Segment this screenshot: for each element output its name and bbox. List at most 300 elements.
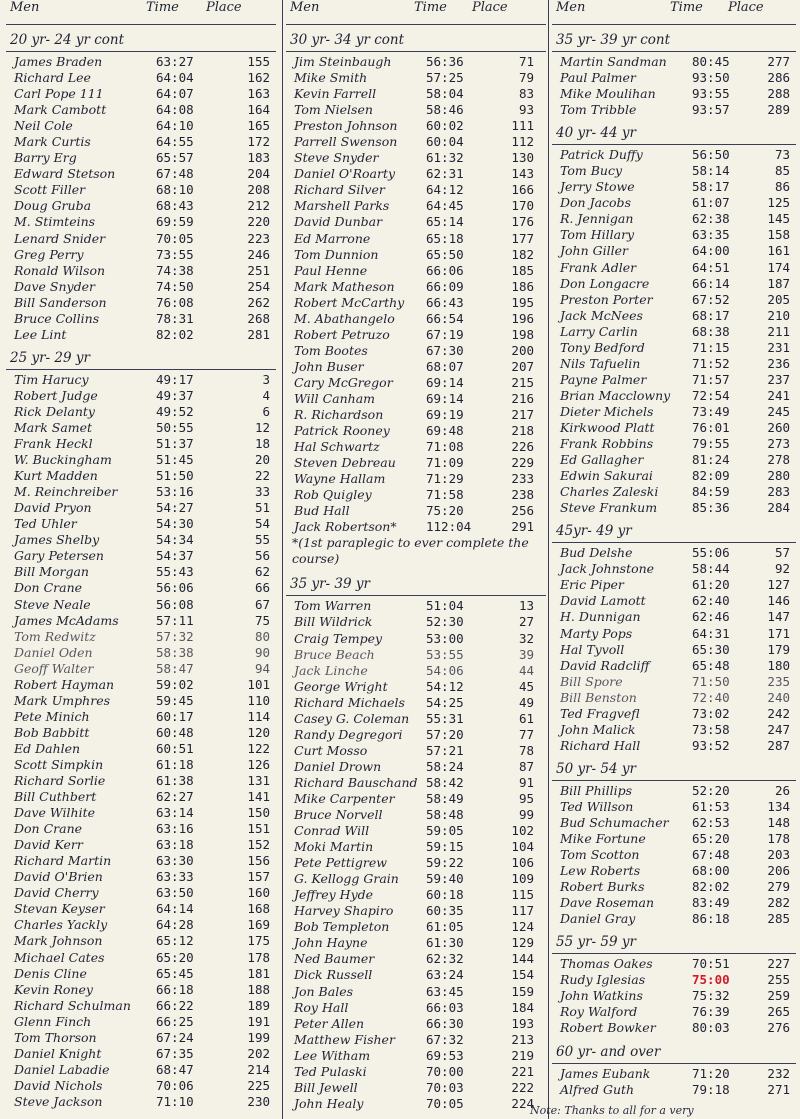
finish-time: 54:27 bbox=[156, 500, 194, 516]
finish-time: 68:17 bbox=[692, 307, 730, 323]
result-row bbox=[6, 247, 276, 263]
finish-place: 287 bbox=[767, 737, 790, 753]
result-row bbox=[286, 1016, 546, 1032]
finish-time: 71:08 bbox=[426, 439, 464, 455]
finish-place: 178 bbox=[247, 949, 270, 965]
finish-place: 161 bbox=[767, 243, 790, 259]
result-row bbox=[6, 54, 276, 70]
finish-place: 39 bbox=[518, 646, 534, 662]
result-row bbox=[6, 102, 276, 118]
finish-place: 20 bbox=[254, 452, 270, 468]
runner-name: Kurt Madden bbox=[14, 468, 98, 484]
finish-place: 160 bbox=[247, 885, 270, 901]
result-row bbox=[286, 727, 546, 743]
runner-name: John Buser bbox=[294, 358, 364, 374]
finish-place: 13 bbox=[518, 598, 534, 614]
runner-name: Robert Hayman bbox=[14, 676, 115, 692]
runner-name: Tom Warren bbox=[294, 598, 372, 614]
finish-place: 104 bbox=[511, 839, 534, 855]
result-row bbox=[6, 693, 276, 709]
finish-time: 73:55 bbox=[156, 246, 194, 262]
runner-name: Charles Zaleski bbox=[560, 484, 659, 500]
result-row bbox=[286, 855, 546, 871]
finish-time: 80:03 bbox=[692, 1020, 730, 1036]
finish-time: 67:52 bbox=[692, 291, 730, 307]
result-row bbox=[286, 887, 546, 903]
runner-name: Denis Cline bbox=[14, 965, 87, 981]
finish-time: 58:44 bbox=[692, 561, 730, 577]
age-group-heading: 45yr- 49 yr bbox=[552, 520, 796, 543]
result-row bbox=[552, 674, 796, 690]
finish-place: 80 bbox=[254, 628, 270, 644]
finish-place: 211 bbox=[767, 323, 790, 339]
finish-time: 76:39 bbox=[692, 1004, 730, 1020]
runner-name: Tom Tribble bbox=[560, 102, 637, 118]
result-row bbox=[286, 182, 546, 198]
finish-time: 75:32 bbox=[692, 988, 730, 1004]
result-row bbox=[552, 831, 796, 847]
result-row bbox=[286, 1096, 546, 1112]
finish-place: 240 bbox=[767, 689, 790, 705]
runner-name: Daniel Drown bbox=[294, 758, 382, 774]
result-row bbox=[286, 247, 546, 263]
finish-time: 63:18 bbox=[156, 837, 194, 853]
header-men: Men bbox=[556, 0, 586, 15]
finish-place: 77 bbox=[518, 726, 534, 742]
result-row bbox=[6, 404, 276, 420]
runner-name: Payne Palmer bbox=[560, 371, 647, 387]
finish-place: 33 bbox=[254, 484, 270, 500]
finish-time: 74:38 bbox=[156, 262, 194, 278]
finish-time: 64:10 bbox=[156, 118, 194, 134]
finish-place: 260 bbox=[767, 419, 790, 435]
finish-place: 199 bbox=[247, 1029, 270, 1045]
finish-place: 66 bbox=[254, 580, 270, 596]
finish-place: 117 bbox=[511, 903, 534, 919]
finish-time: 82:09 bbox=[692, 468, 730, 484]
runner-name: Charles Yackly bbox=[14, 917, 108, 933]
finish-place: 172 bbox=[247, 134, 270, 150]
finish-time: 66:18 bbox=[156, 981, 194, 997]
runner-name: Michael Cates bbox=[14, 949, 105, 965]
age-group-heading: 25 yr- 29 yr bbox=[6, 347, 276, 370]
results-column-3 bbox=[552, 0, 796, 1098]
runner-name: Tom Thorson bbox=[14, 1029, 97, 1045]
finish-time: 61:38 bbox=[156, 773, 194, 789]
finish-place: 168 bbox=[247, 901, 270, 917]
finish-place: 236 bbox=[767, 355, 790, 371]
runner-name: Ed Marrone bbox=[294, 230, 371, 246]
result-row bbox=[6, 1030, 276, 1046]
finish-time: 66:14 bbox=[692, 275, 730, 291]
finish-time: 61:05 bbox=[426, 919, 464, 935]
finish-time: 67:48 bbox=[156, 166, 194, 182]
finish-place: 180 bbox=[767, 657, 790, 673]
finish-place: 259 bbox=[767, 988, 790, 1004]
finish-time: 49:52 bbox=[156, 403, 194, 419]
runner-name: M. Abathangelo bbox=[294, 310, 395, 326]
runner-name: Cary McGregor bbox=[294, 374, 393, 390]
footnote-paraplegic: *(1st paraplegic to ever complete the course) bbox=[292, 535, 529, 567]
result-row bbox=[6, 982, 276, 998]
finish-place: 90 bbox=[254, 644, 270, 660]
runner-name: Rick Delanty bbox=[14, 403, 95, 419]
finish-time: 64:12 bbox=[426, 182, 464, 198]
runner-name: Barry Erg bbox=[14, 150, 77, 166]
finish-time: 54:37 bbox=[156, 548, 194, 564]
result-row bbox=[6, 869, 276, 885]
finish-place: 181 bbox=[247, 965, 270, 981]
finish-time: 63:33 bbox=[156, 869, 194, 885]
runner-name: Carl Pope 111 bbox=[14, 86, 104, 102]
result-row bbox=[286, 759, 546, 775]
finish-place: 151 bbox=[247, 821, 270, 837]
finish-place: 171 bbox=[767, 625, 790, 641]
runner-name: Lee Lint bbox=[14, 326, 67, 342]
runner-name: Bob Babbitt bbox=[14, 724, 90, 740]
runner-name: Bud Schumacher bbox=[560, 814, 669, 830]
runner-name: Gary Petersen bbox=[14, 548, 104, 564]
finish-time: 53:55 bbox=[426, 646, 464, 662]
runner-name: Matthew Fisher bbox=[294, 1031, 395, 1047]
result-row bbox=[6, 231, 276, 247]
result-row bbox=[552, 863, 796, 879]
runner-name: Steve Frankum bbox=[560, 500, 658, 516]
result-row bbox=[286, 647, 546, 663]
finish-place: 78 bbox=[518, 742, 534, 758]
runner-name: Dave Roseman bbox=[560, 895, 655, 911]
result-row bbox=[286, 711, 546, 727]
finish-place: 247 bbox=[767, 721, 790, 737]
finish-place: 291 bbox=[511, 519, 534, 535]
finish-place: 56 bbox=[254, 548, 270, 564]
runner-name: Randy Degregori bbox=[294, 726, 403, 742]
result-row bbox=[6, 532, 276, 548]
result-row bbox=[286, 455, 546, 471]
runner-name: David O'Brien bbox=[14, 869, 103, 885]
runner-name: Dieter Michels bbox=[560, 403, 654, 419]
result-row bbox=[286, 423, 546, 439]
column-header bbox=[286, 0, 546, 22]
finish-place: 207 bbox=[511, 358, 534, 374]
column-header bbox=[6, 0, 276, 22]
finish-place: 198 bbox=[511, 326, 534, 342]
runner-name: John Healy bbox=[294, 1095, 364, 1111]
finish-place: 51 bbox=[254, 500, 270, 516]
finish-place: 222 bbox=[511, 1079, 534, 1095]
result-row bbox=[286, 279, 546, 295]
finish-place: 280 bbox=[767, 468, 790, 484]
result-row bbox=[552, 609, 796, 625]
result-row bbox=[286, 598, 546, 614]
finish-time: 82:02 bbox=[156, 326, 194, 342]
finish-time: 65:12 bbox=[156, 933, 194, 949]
result-row bbox=[286, 679, 546, 695]
runner-name: Bruce Collins bbox=[14, 310, 100, 326]
finish-time: 70:00 bbox=[426, 1063, 464, 1079]
runner-name: Jeffrey Hyde bbox=[294, 887, 374, 903]
finish-time: 79:18 bbox=[692, 1081, 730, 1097]
finish-time: 59:22 bbox=[426, 855, 464, 871]
finish-place: 32 bbox=[518, 630, 534, 646]
result-row bbox=[286, 839, 546, 855]
result-row bbox=[6, 1014, 276, 1030]
finish-place: 224 bbox=[511, 1095, 534, 1111]
runner-name: Daniel O'Roarty bbox=[294, 166, 396, 182]
result-row bbox=[286, 295, 546, 311]
finish-place: 109 bbox=[511, 871, 534, 887]
result-row bbox=[286, 311, 546, 327]
result-row bbox=[6, 372, 276, 388]
finish-time: 55:43 bbox=[156, 564, 194, 580]
finish-time: 61:53 bbox=[692, 798, 730, 814]
finish-place: 231 bbox=[767, 339, 790, 355]
age-group-heading: 50 yr- 54 yr bbox=[552, 758, 796, 781]
result-row bbox=[552, 292, 796, 308]
result-row bbox=[286, 903, 546, 919]
finish-place: 61 bbox=[518, 710, 534, 726]
result-row bbox=[286, 871, 546, 887]
finish-time: 64:04 bbox=[156, 70, 194, 86]
age-group-heading: 20 yr- 24 yr cont bbox=[6, 29, 276, 52]
finish-place: 146 bbox=[767, 593, 790, 609]
finish-place: 225 bbox=[247, 1077, 270, 1093]
finish-time: 58:47 bbox=[156, 660, 194, 676]
result-row bbox=[286, 118, 546, 134]
finish-time: 69:14 bbox=[426, 374, 464, 390]
runner-name: Bill Jewell bbox=[294, 1079, 358, 1095]
finish-time: 66:43 bbox=[426, 294, 464, 310]
result-row bbox=[6, 436, 276, 452]
runner-name: Tom Redwitz bbox=[14, 628, 96, 644]
runner-name: Scott Simpkin bbox=[14, 756, 104, 772]
finish-time: 58:49 bbox=[426, 790, 464, 806]
finish-place: 127 bbox=[767, 577, 790, 593]
finish-time: 54:30 bbox=[156, 516, 194, 532]
runner-name: Kevin Roney bbox=[14, 981, 93, 997]
runner-name: Bill Morgan bbox=[14, 564, 89, 580]
finish-place: 200 bbox=[511, 342, 534, 358]
finish-place: 230 bbox=[247, 1093, 270, 1109]
runner-name: Greg Perry bbox=[14, 246, 84, 262]
result-row bbox=[6, 885, 276, 901]
finish-place: 4 bbox=[262, 387, 270, 403]
result-row bbox=[6, 1078, 276, 1094]
result-row bbox=[286, 919, 546, 935]
runner-name: John Watkins bbox=[560, 988, 643, 1004]
runner-name: Peter Allen bbox=[294, 1015, 365, 1031]
runner-name: Preston Porter bbox=[560, 291, 653, 307]
header-men: Men bbox=[290, 0, 320, 15]
result-row bbox=[6, 198, 276, 214]
runner-name: Mark Cambott bbox=[14, 102, 107, 118]
finish-time: 60:17 bbox=[156, 708, 194, 724]
finish-time: 66:03 bbox=[426, 999, 464, 1015]
finish-place: 93 bbox=[518, 102, 534, 118]
result-row bbox=[552, 468, 796, 484]
result-row bbox=[552, 179, 796, 195]
finish-place: 152 bbox=[247, 837, 270, 853]
finish-time: 55:06 bbox=[692, 545, 730, 561]
result-row bbox=[286, 1032, 546, 1048]
finish-place: 233 bbox=[511, 471, 534, 487]
result-row bbox=[552, 436, 796, 452]
finish-time: 63:27 bbox=[156, 54, 194, 69]
finish-time: 85:36 bbox=[692, 500, 730, 516]
finish-time: 69:59 bbox=[156, 214, 194, 230]
runner-name: Tom Hillary bbox=[560, 227, 635, 243]
result-row bbox=[6, 263, 276, 279]
finish-place: 175 bbox=[247, 933, 270, 949]
finish-place: 157 bbox=[247, 869, 270, 885]
result-row bbox=[552, 388, 796, 404]
result-row bbox=[286, 503, 546, 519]
finish-time: 60:02 bbox=[426, 118, 464, 134]
runner-name: Tom Dunnion bbox=[294, 246, 379, 262]
finish-time: 66:06 bbox=[426, 262, 464, 278]
finish-place: 54 bbox=[254, 516, 270, 532]
runner-name: Parrell Swenson bbox=[294, 134, 398, 150]
finish-time: 57:20 bbox=[426, 726, 464, 742]
result-row bbox=[6, 580, 276, 596]
runner-name: Mark Umphres bbox=[14, 692, 111, 708]
result-row bbox=[286, 1064, 546, 1080]
runner-name: Ned Baumer bbox=[294, 951, 375, 967]
result-row bbox=[552, 260, 796, 276]
finish-time: 71:58 bbox=[426, 487, 464, 503]
result-row bbox=[552, 500, 796, 516]
result-row bbox=[552, 911, 796, 927]
result-row bbox=[6, 388, 276, 404]
runner-name: Edward Stetson bbox=[14, 166, 116, 182]
finish-time: 57:32 bbox=[156, 628, 194, 644]
finish-time: 64:00 bbox=[692, 243, 730, 259]
finish-place: 271 bbox=[767, 1081, 790, 1097]
finish-time: 62:32 bbox=[426, 951, 464, 967]
runner-name: Daniel Gray bbox=[560, 911, 636, 927]
finish-time: 67:19 bbox=[426, 326, 464, 342]
result-row bbox=[552, 420, 796, 436]
finish-time: 67:48 bbox=[692, 847, 730, 863]
runner-name: Ronald Wilson bbox=[14, 262, 106, 278]
finish-time: 76:01 bbox=[692, 419, 730, 435]
result-row bbox=[6, 279, 276, 295]
finish-place: 262 bbox=[247, 294, 270, 310]
finish-time: 54:34 bbox=[156, 532, 194, 548]
finish-place: 241 bbox=[767, 387, 790, 403]
runner-name: Jack McNees bbox=[560, 307, 643, 323]
finish-time: 73:02 bbox=[692, 705, 730, 721]
finish-place: 206 bbox=[767, 863, 790, 879]
finish-place: 115 bbox=[511, 887, 534, 903]
finish-place: 202 bbox=[247, 1045, 270, 1061]
finish-time: 68:47 bbox=[156, 1061, 194, 1077]
result-row bbox=[6, 853, 276, 869]
result-row bbox=[552, 642, 796, 658]
result-row bbox=[286, 359, 546, 375]
result-row bbox=[6, 484, 276, 500]
runner-name: Robert Bowker bbox=[560, 1020, 656, 1036]
finish-time: 57:25 bbox=[426, 70, 464, 86]
result-row bbox=[6, 118, 276, 134]
result-row bbox=[552, 988, 796, 1004]
runner-name: Frank Heckl bbox=[14, 436, 93, 452]
runner-name: M. Reinchreiber bbox=[14, 484, 118, 500]
finish-place: 114 bbox=[247, 708, 270, 724]
runner-name: John Giller bbox=[560, 243, 628, 259]
finish-time: 80:45 bbox=[692, 54, 730, 69]
footnote: Note: Thanks to all for a very bbox=[530, 1104, 694, 1117]
finish-time: 68:07 bbox=[426, 358, 464, 374]
runner-name: David Radcliff bbox=[560, 657, 650, 673]
runner-name: Bill Spore bbox=[560, 673, 623, 689]
runner-name: Richard Bauschand bbox=[294, 774, 418, 790]
runner-name: Ed Gallagher bbox=[560, 452, 644, 468]
finish-place: 129 bbox=[511, 935, 534, 951]
runner-name: Glenn Finch bbox=[14, 1013, 92, 1029]
finish-time: 93:55 bbox=[692, 86, 730, 102]
finish-place: 281 bbox=[247, 326, 270, 342]
runner-name: Craig Tempey bbox=[294, 630, 383, 646]
age-group-heading: 55 yr- 59 yr bbox=[552, 931, 796, 954]
runner-name: Patrick Rooney bbox=[294, 423, 390, 439]
finish-place: 185 bbox=[511, 262, 534, 278]
result-row bbox=[6, 901, 276, 917]
age-group-heading: 60 yr- and over bbox=[552, 1041, 796, 1064]
result-row bbox=[286, 327, 546, 343]
runner-name: Pete Pettigrew bbox=[294, 855, 388, 871]
result-row bbox=[552, 593, 796, 609]
header-time: Time bbox=[146, 0, 179, 15]
runner-name: Jack Linche bbox=[294, 662, 368, 678]
runner-name: Lenard Snider bbox=[14, 230, 106, 246]
runner-name: Steve Neale bbox=[14, 596, 91, 612]
runner-name: Don Crane bbox=[14, 821, 83, 837]
finish-time: 67:24 bbox=[156, 1029, 194, 1045]
finish-place: 95 bbox=[518, 790, 534, 806]
header-time: Time bbox=[414, 0, 447, 15]
finish-place: 176 bbox=[511, 214, 534, 230]
result-row bbox=[6, 789, 276, 805]
result-row bbox=[6, 597, 276, 613]
result-row bbox=[6, 757, 276, 773]
runner-name: Don Longacre bbox=[560, 275, 650, 291]
runner-name: Edwin Sakurai bbox=[560, 468, 653, 484]
finish-place: 144 bbox=[511, 951, 534, 967]
finish-time: 49:37 bbox=[156, 387, 194, 403]
finish-place: 170 bbox=[511, 198, 534, 214]
finish-place: 134 bbox=[767, 798, 790, 814]
result-row bbox=[552, 324, 796, 340]
result-row bbox=[552, 147, 796, 163]
result-row bbox=[552, 545, 796, 561]
finish-place: 12 bbox=[254, 419, 270, 435]
finish-time: 59:05 bbox=[426, 823, 464, 839]
finish-place: 221 bbox=[511, 1063, 534, 1079]
finish-time: 61:30 bbox=[426, 935, 464, 951]
result-row bbox=[286, 166, 546, 182]
finish-time: 68:10 bbox=[156, 182, 194, 198]
result-row bbox=[552, 1066, 796, 1082]
finish-time: 65:30 bbox=[692, 641, 730, 657]
finish-time: 58:04 bbox=[426, 86, 464, 102]
runner-name: Ted Fragvefl bbox=[560, 705, 640, 721]
finish-place: 148 bbox=[767, 814, 790, 830]
runner-name: Curt Mosso bbox=[294, 742, 368, 758]
finish-place: 273 bbox=[767, 436, 790, 452]
result-row bbox=[552, 1082, 796, 1098]
finish-place: 289 bbox=[767, 102, 790, 118]
